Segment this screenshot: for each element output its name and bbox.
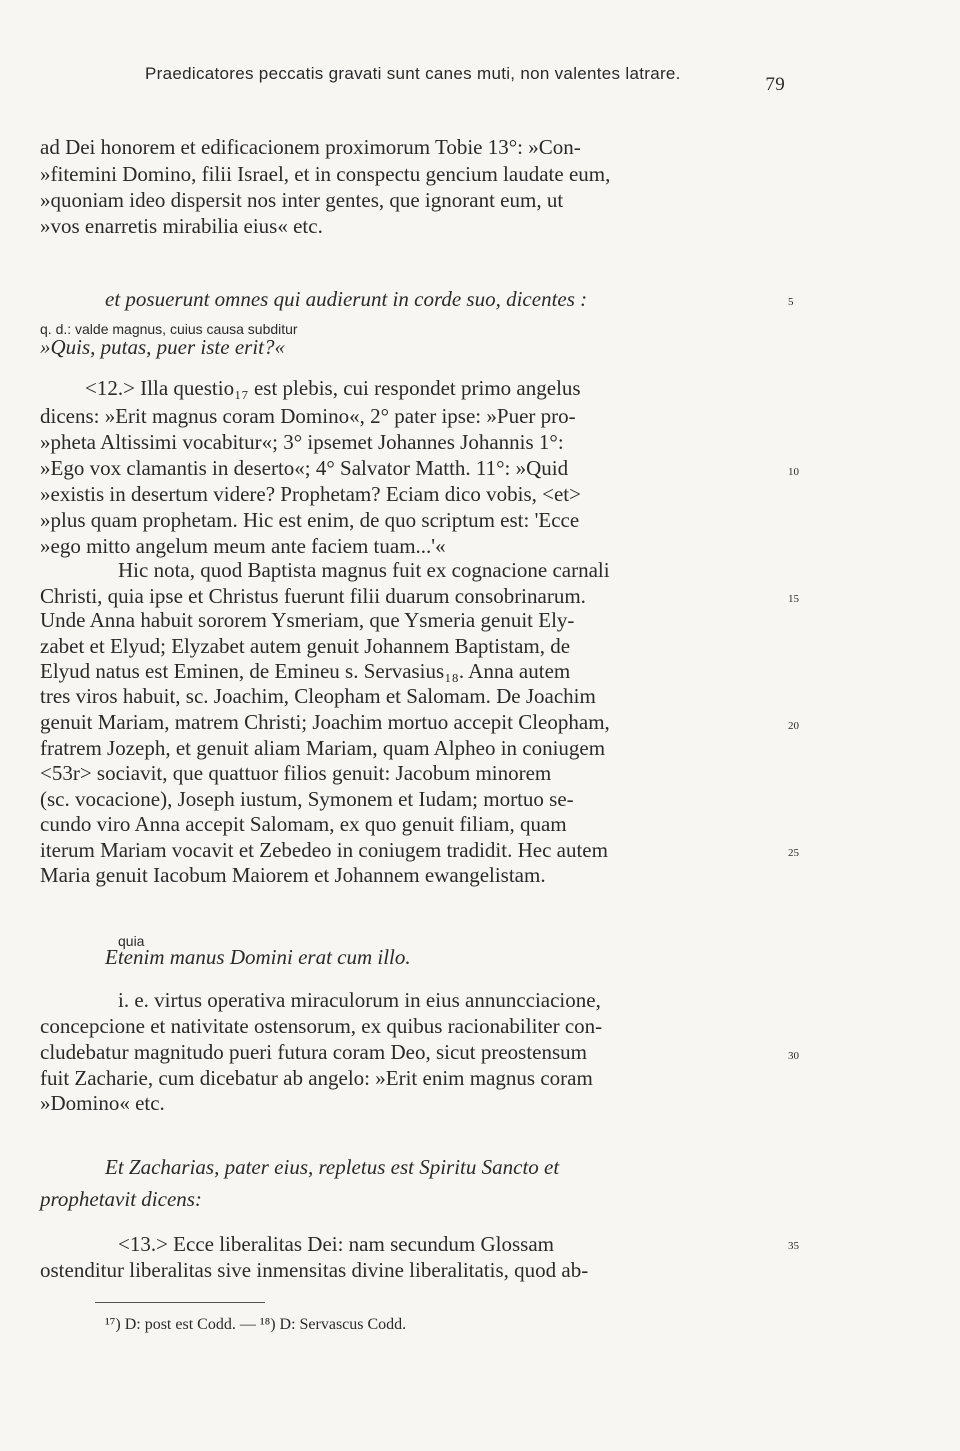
text-line: Etenim manus Domini erat cum illo. [105,945,411,969]
text-line: Unde Anna habuit sororem Ysmeriam, que Ysmeria genuit Ely- [40,608,575,632]
text-line: quia [118,933,145,949]
text-line: »pheta Altissimi vocabitur«; 3° ipsemet Johannes Johannis 1°: [40,430,564,454]
text-line: »Quis, putas, puer iste erit?« [40,335,285,359]
text-line: fuit Zacharie, cum dicebatur ab angelo: »Erit enim magnus coram [40,1066,593,1090]
text-line: <12.> Illa questio₁₇ est plebis, cui respondet primo angelus [85,376,581,400]
text-line: concepcione et nativitate ostensorum, ex quibus racionabiliter con- [40,1014,603,1038]
text-line: <53r> sociavit, que quattuor filios genuit: Jacobum minorem [40,761,552,785]
text-line: Christi, quia ipse et Christus fuerunt filii duarum consobrinarum. [40,584,586,608]
text-line: cundo viro Anna accepit Salomam, ex quo genuit filiam, quam [40,812,567,836]
text-line: »fitemini Domino, filii Israel, et in conspectu gencium laudate eum, [40,162,611,186]
page-number: 79 [765,74,785,95]
running-title: Praedicatores peccatis gravati sunt canes muti, non valentes latrare. [145,64,681,83]
text-line: Et Zacharias, pater eius, repletus est Spiritu Sancto et [105,1155,560,1179]
text-line: cludebatur magnitudo pueri futura coram Deo, sicut preostensum [40,1040,588,1064]
text-line: i. e. virtus operativa miraculorum in eius annuncciacione, [118,988,601,1012]
margin-line-number: 30 [788,1050,799,1062]
text-line: Elyud natus est Eminen, de Emineu s. Servasius₁₈. Anna autem [40,659,571,683]
text-line: Maria genuit Iacobum Maiorem et Johannem ewangelistam. [40,863,546,887]
text-line: et posuerunt omnes qui audierunt in corde suo, dicentes : [105,287,588,311]
text-line: »existis in desertum videre? Prophetam? Eciam dico vobis, <et> [40,482,581,506]
margin-line-number: 25 [788,847,799,859]
footnote-rule [95,1302,265,1303]
text-line: (sc. vocacione), Joseph iustum, Symonem et Iudam; mortuo se- [40,787,574,811]
text-line: »quoniam ideo dispersit nos inter gentes, que ignorant eum, ut [40,188,564,212]
margin-line-number: 35 [788,1240,799,1252]
text-line: q. d.: valde magnus, cuius causa subditur [40,321,298,337]
margin-line-number: 5 [788,296,794,308]
text-line: »vos enarretis mirabilia eius« etc. [40,214,323,238]
text-line: »plus quam prophetam. Hic est enim, de quo scriptum est: 'Ecce [40,508,580,532]
text-line: fratrem Jozeph, et genuit aliam Mariam, quam Alpheo in coniugem [40,736,606,760]
text-line: »ego mitto angelum meum ante faciem tuam...'« [40,534,446,558]
text-line: zabet et Elyud; Elyzabet autem genuit Johannem Baptistam, de [40,634,571,658]
text-line: ostenditur liberalitas sive inmensitas divine liberalitatis, quod ab- [40,1258,589,1282]
text-line: genuit Mariam, matrem Christi; Joachim mortuo accepit Cleopham, [40,710,610,734]
text-line: »Ego vox clamantis in deserto«; 4° Salvator Matth. 11°: »Quid [40,456,569,480]
margin-line-number: 10 [788,466,799,478]
margin-line-number: 15 [788,593,799,605]
margin-line-number: 20 [788,720,799,732]
text-line: ad Dei honorem et edificacionem proximorum Tobie 13°: »Con- [40,135,581,159]
running-header [145,64,785,95]
text-line: Hic nota, quod Baptista magnus fuit ex cognacione carnali [118,558,610,582]
text-line: dicens: »Erit magnus coram Domino«, 2° pater ipse: »Puer pro- [40,404,576,428]
text-line: prophetavit dicens: [40,1187,202,1211]
footnote: ¹⁷) D: post est Codd. — ¹⁸) D: Servascus Codd. [105,1316,407,1333]
text-line: »Domino« etc. [40,1091,165,1115]
text-line: <13.> Ecce liberalitas Dei: nam secundum Glossam [118,1232,554,1256]
text-line: tres viros habuit, sc. Joachim, Cleopham et Salomam. De Joachim [40,684,596,708]
text-line: iterum Mariam vocavit et Zebedeo in coniugem tradidit. Hec autem [40,838,608,862]
